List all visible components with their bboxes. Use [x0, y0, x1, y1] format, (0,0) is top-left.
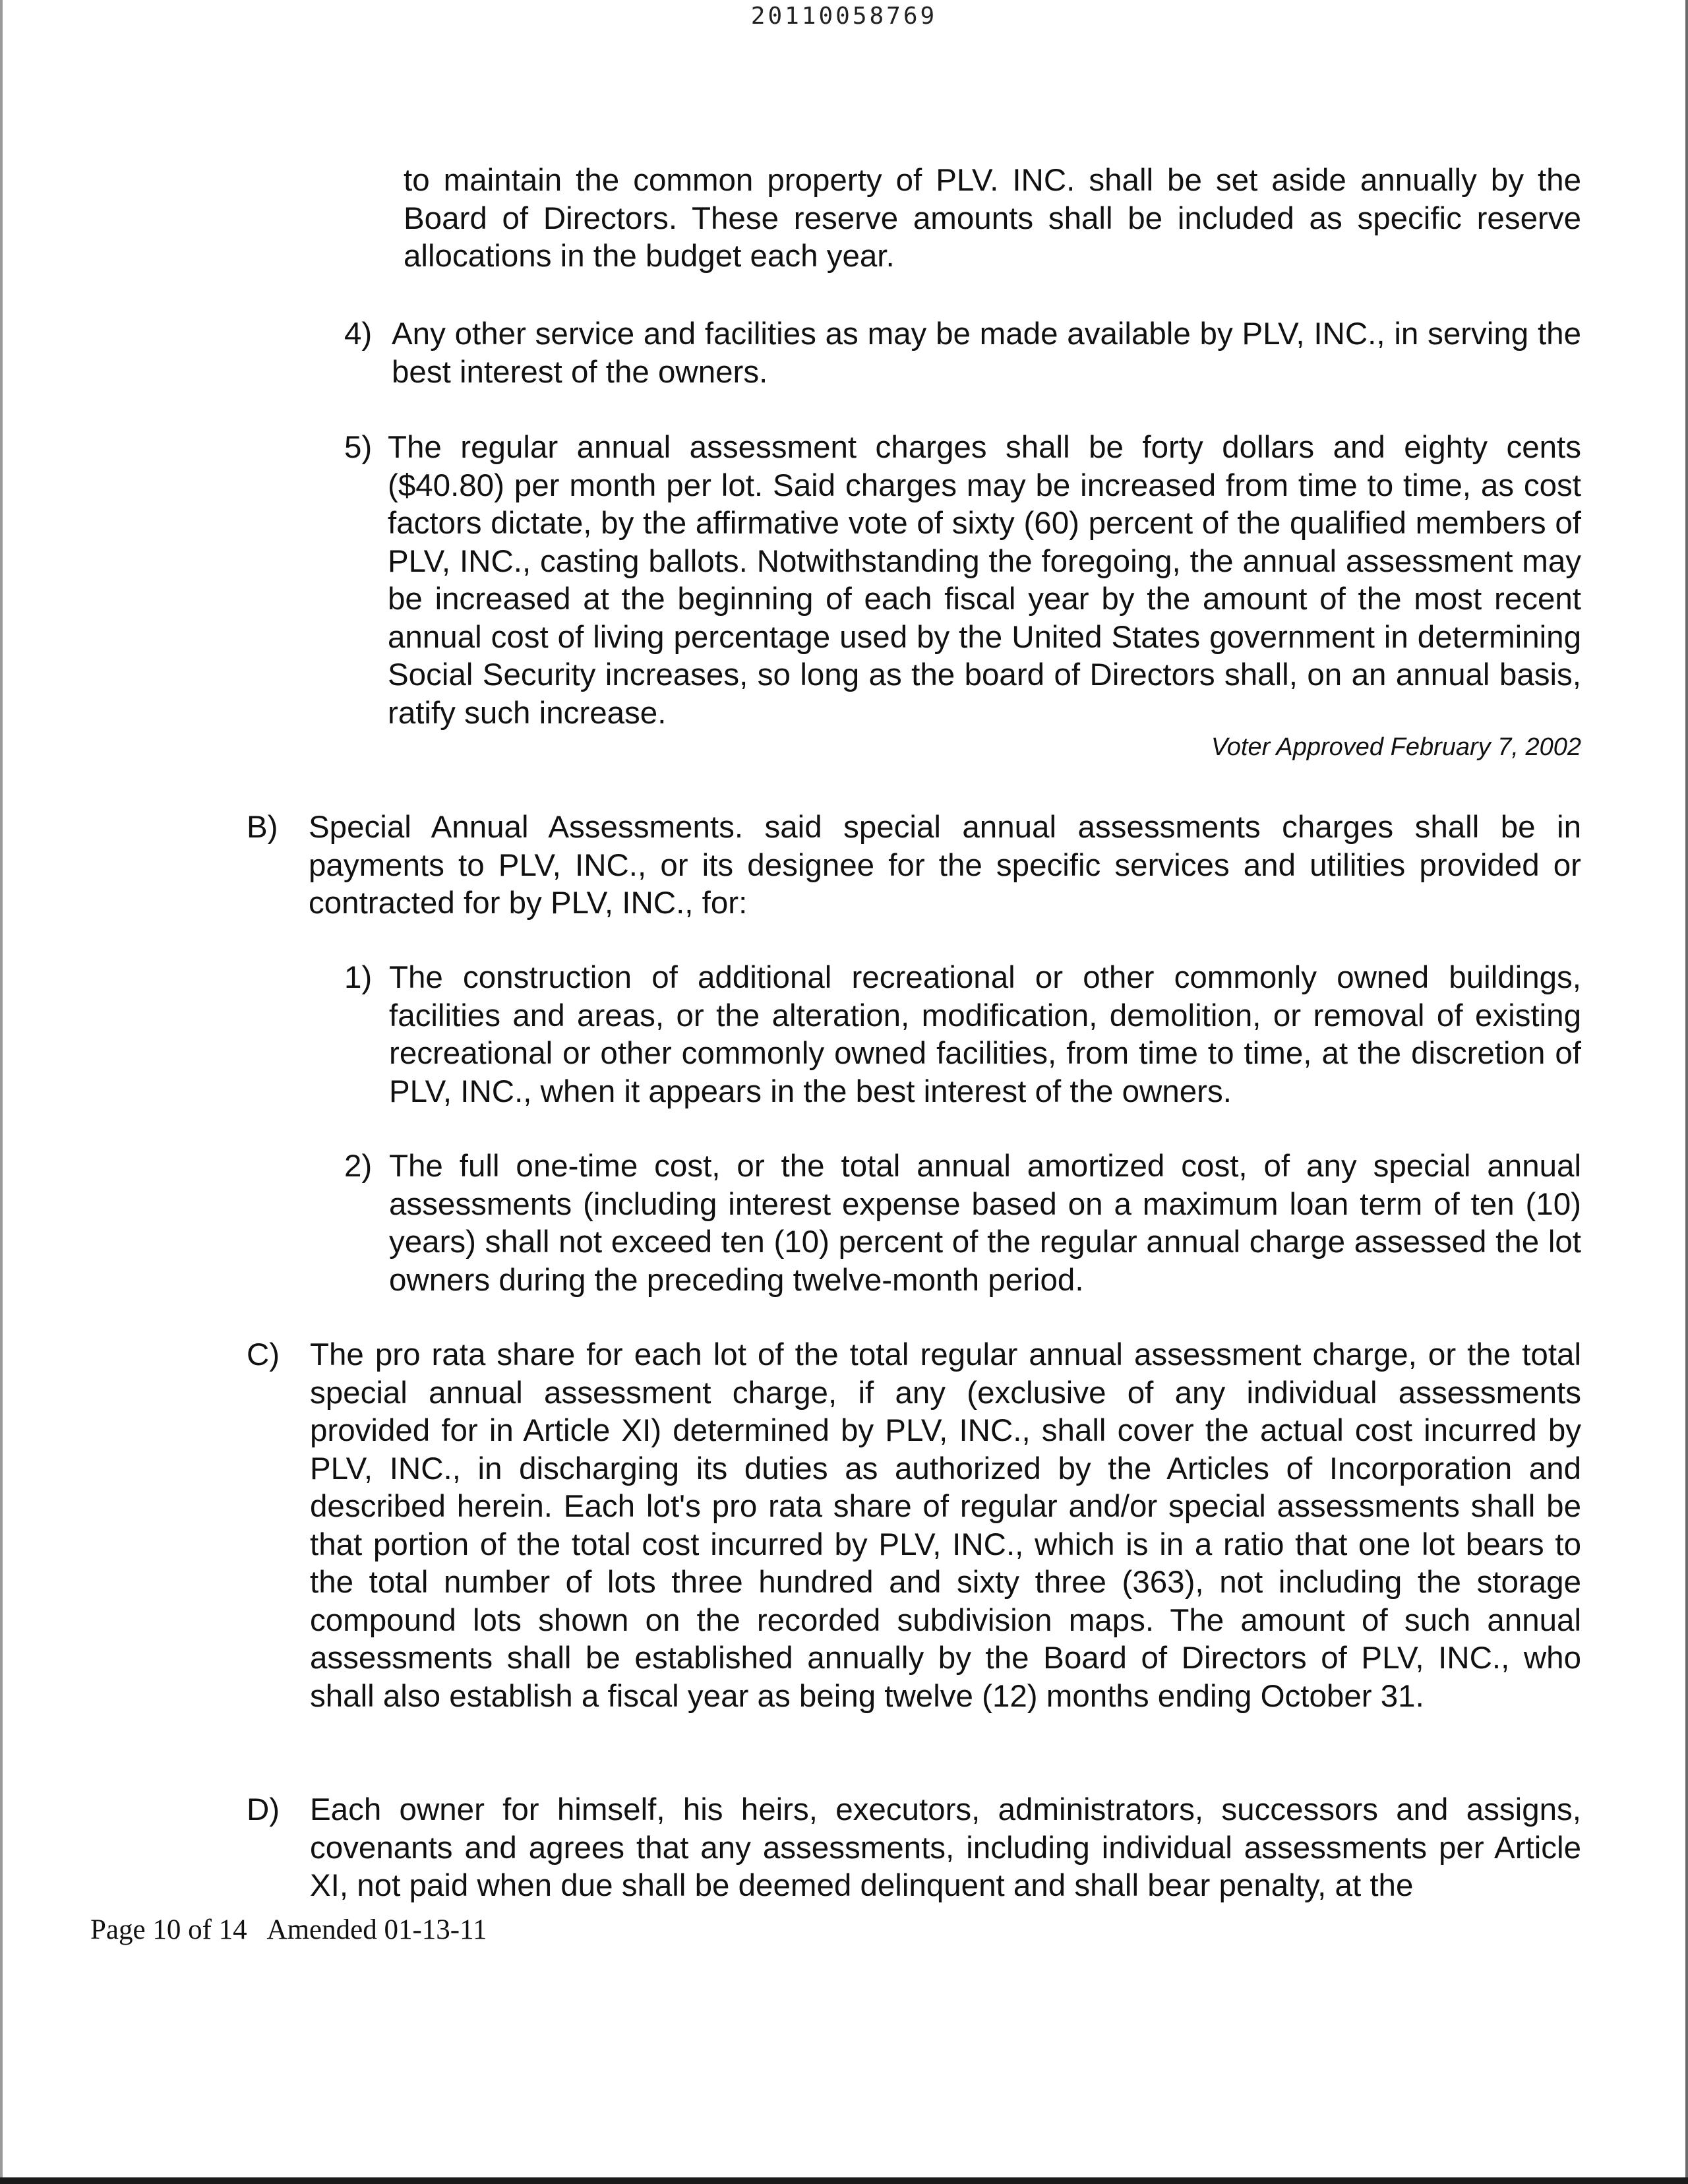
page-footer: Page 10 of 14 Amended 01-13-11 [90, 1914, 487, 1945]
page-border-left [0, 0, 3, 2184]
item-4-text: Any other service and facilities as may be made available by PLV, INC., in serving the best interest of the owners. [392, 317, 1581, 390]
item-5-label: 5) [344, 430, 373, 465]
section-c-label: C) [247, 1337, 280, 1372]
section-d-label: D) [247, 1792, 280, 1827]
section-b-item-1-text: The construction of additional recreational or other commonly owned buildings, facilities and areas, or the alteration, modification, demolition, or removal of existing recreational or other commonly owned facilities, from time to time, at the discretion of PLV, INC., when it appears in the best interest of the owners. [389, 960, 1581, 1109]
section-b-item-2-label: 2) [344, 1149, 373, 1184]
document-number: 20110058769 [750, 3, 938, 30]
page-border-bottom [0, 2177, 1688, 2184]
section-c-text: The pro rata share for each lot of the total regular annual assessment charge, or the total special annual assessment charge, if any (exclusive of any individual assessments provided for in Article XI) determined by PLV, INC., shall cover the actual cost incurred by PLV, INC., in discharging its duties as authorized by the Articles of Incorporation and described herein. Each lot's pro rata share of regular and/or special assessments shall be that portion of the total cost incurred by PLV, INC., which is in a ratio that one lot bears to the total number of lots three hundred and sixty three (363), not including the storage compound lots shown on the recorded subdivision maps. The amount of such annual assessments shall be established annually by the Board of Directors of PLV, INC., who shall also establish a fiscal year as being twelve (12) months ending October 31. [310, 1337, 1581, 1714]
section-b-item-1-label: 1) [344, 960, 373, 995]
section-b-text: Special Annual Assessments. said special annual assessments charges shall be in payments to PLV, INC., or its designee for the specific services and utilities provided or contracted for by PLV, INC., for: [309, 810, 1581, 921]
item-4-label: 4) [344, 317, 373, 351]
section-b-label: B) [247, 810, 278, 845]
voter-approved-note: Voter Approved February 7, 2002 [1211, 733, 1581, 761]
section-b-item-2-text: The full one-time cost, or the total annual amortized cost, of any special annual assessments (including interest expense based on a maximum loan term of ten (10) years) shall not exceed ten (10) percent of the regular annual charge assessed the lot owners during the preceding twelve-month period. [389, 1149, 1581, 1298]
intro-continuation-paragraph: to maintain the common property of PLV. INC. shall be set aside annually by the Board of Directors. These reserve amounts shall be included as specific reserve allocations in the budget each year. [404, 163, 1581, 274]
item-5-text: The regular annual assessment charges shall be forty dollars and eighty cents ($40.80) per month per lot. Said charges may be increased from time to time, as cost factors dictate, by the affirmative vote of sixty (60) percent of the qualified members of PLV, INC., casting ballots. Notwithstanding the foregoing, the annual assessment may be increased at the beginning of each fiscal year by the amount of the most recent annual cost of living percentage used by the United States government in determining Social Security increases, so long as the board of Directors shall, on an annual basis, ratify such increase. [388, 430, 1581, 731]
section-d-text: Each owner for himself, his heirs, executors, administrators, successors and assigns, covenants and agrees that any assessments, including individual assessments per Article XI, not paid when due shall be deemed delinquent and shall bear penalty, at the [310, 1792, 1581, 1903]
page-border-right [1685, 0, 1688, 2184]
